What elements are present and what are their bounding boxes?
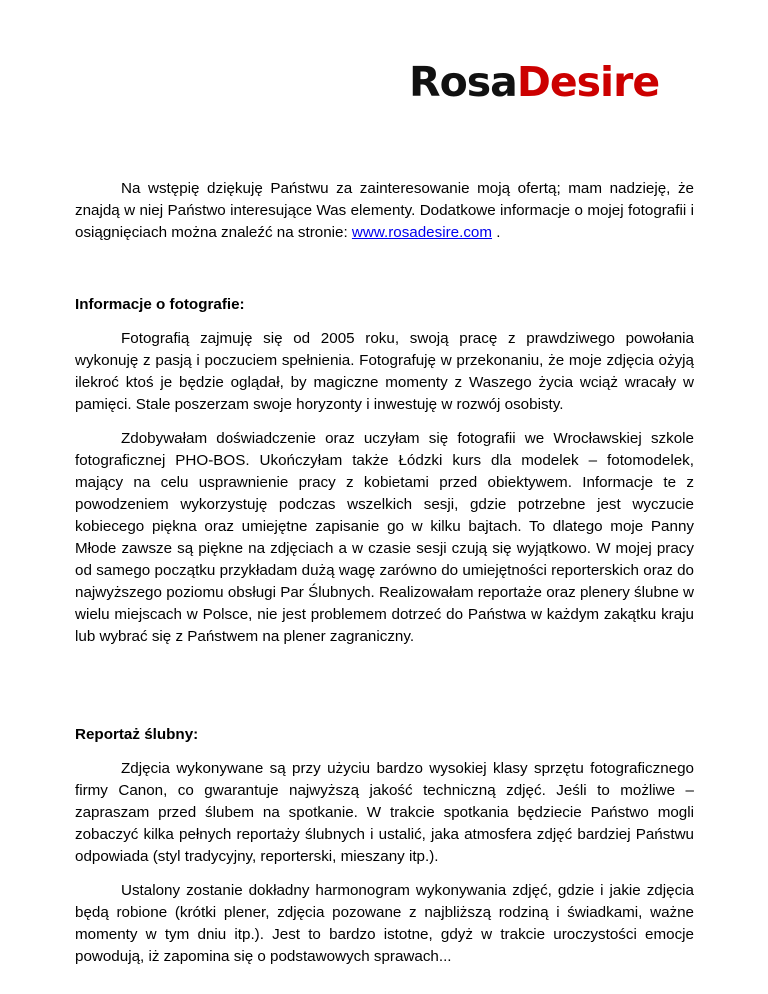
logo-text-rosa: Rosa — [409, 58, 517, 106]
website-link[interactable]: www.rosadesire.com — [351, 224, 493, 241]
intro-text: Na wstępię dziękuję Państwu za zainteresowanie moją ofertą; mam nadzieję, że znajdą w niej Państwo interesujące Was elementy. Dodatkowe informacje o mojej fotografii i osiągnięciach można znaleźć na stronie: — [75, 180, 694, 241]
intro-text-end: . — [492, 224, 501, 241]
photographer-paragraph-2: Zdobywałam doświadczenie oraz uczyłam się fotografii we Wrocławskiej szkole fotograficznej PHO-BOS. Ukończyłam także Łódzki kurs dla modelek – fotomodelek, mający na celu usprawnienie pracy z kobietami przed obiektywem. Informacje te z powodzeniem wykorzystuję podczas wszelkich sesji, gdzie potrzebne jest wyczucie kobiecego piękna oraz umiejętne zapisanie go w kilku bajtach. To dlatego moje Panny Młode zawsze są piękne na zdjęciach a w czasie sesji czują się wyjątkowo. W mojej pracy od samego początku przykładam dużą wagę zarówno do umiejętności reporterskich oraz do najwyższego poziomu obsługi Par Ślubnych. Realizowałam reportaże oraz plenery ślubne w wielu miejscach w Polsce, nie jest problemem dotrzeć do Państwa w każdym zakątku kraju lub wybrać się z Państwem na plener zagraniczny. — [75, 430, 694, 645]
section-heading-photographer: Informacje o fotografie: — [75, 296, 245, 313]
logo-text-desire: Desire — [516, 58, 660, 106]
wedding-paragraph-2: Ustalony zostanie dokładny harmonogram wykonywania zdjęć, gdzie i jakie zdjęcia będą robione (krótki plener, zdjęcia pozowane z najbliższą rodziną i świadkami, ważne momenty w tym dniu itp.). Jest to bardzo istotne, gdyż w trakcie uroczystości emocje powodują, iż zapomina się o podstawowych sprawach... — [75, 882, 694, 965]
section-heading-wedding-reportage: Reportaż ślubny: — [75, 726, 199, 743]
document-body — [75, 178, 694, 968]
photographer-paragraph-1: Fotografią zajmuję się od 2005 roku, swoją pracę z prawdziwego powołania wykonuję z pasją i poczuciem spełnienia. Fotografuję w przekonaniu, że moje zdjęcia ożyją ilekroć ktoś je będzie oglądał, by magiczne momenty z Waszego życia wciąż wracały w pamięci. Stale poszerzam swoje horyzonty i inwestuję w rozwój osobisty. — [75, 330, 694, 413]
rosadesire-logo — [409, 58, 660, 106]
intro-paragraph — [75, 178, 694, 244]
wedding-paragraph-1: Zdjęcia wykonywane są przy użyciu bardzo wysokiej klasy sprzętu fotograficznego firmy Canon, co gwarantuje najwyższą jakość techniczną zdjęć. Jeśli to możliwe – zapraszam przed ślubem na spotkanie. W trakcie spotkania będziecie Państwo mogli zobaczyć kilka pełnych reportaży ślubnych i ustalić, jaka atmosfera zdjęć bardziej Państwu odpowiada (styl tradycyjny, reporterski, mieszany itp.). — [75, 760, 694, 865]
